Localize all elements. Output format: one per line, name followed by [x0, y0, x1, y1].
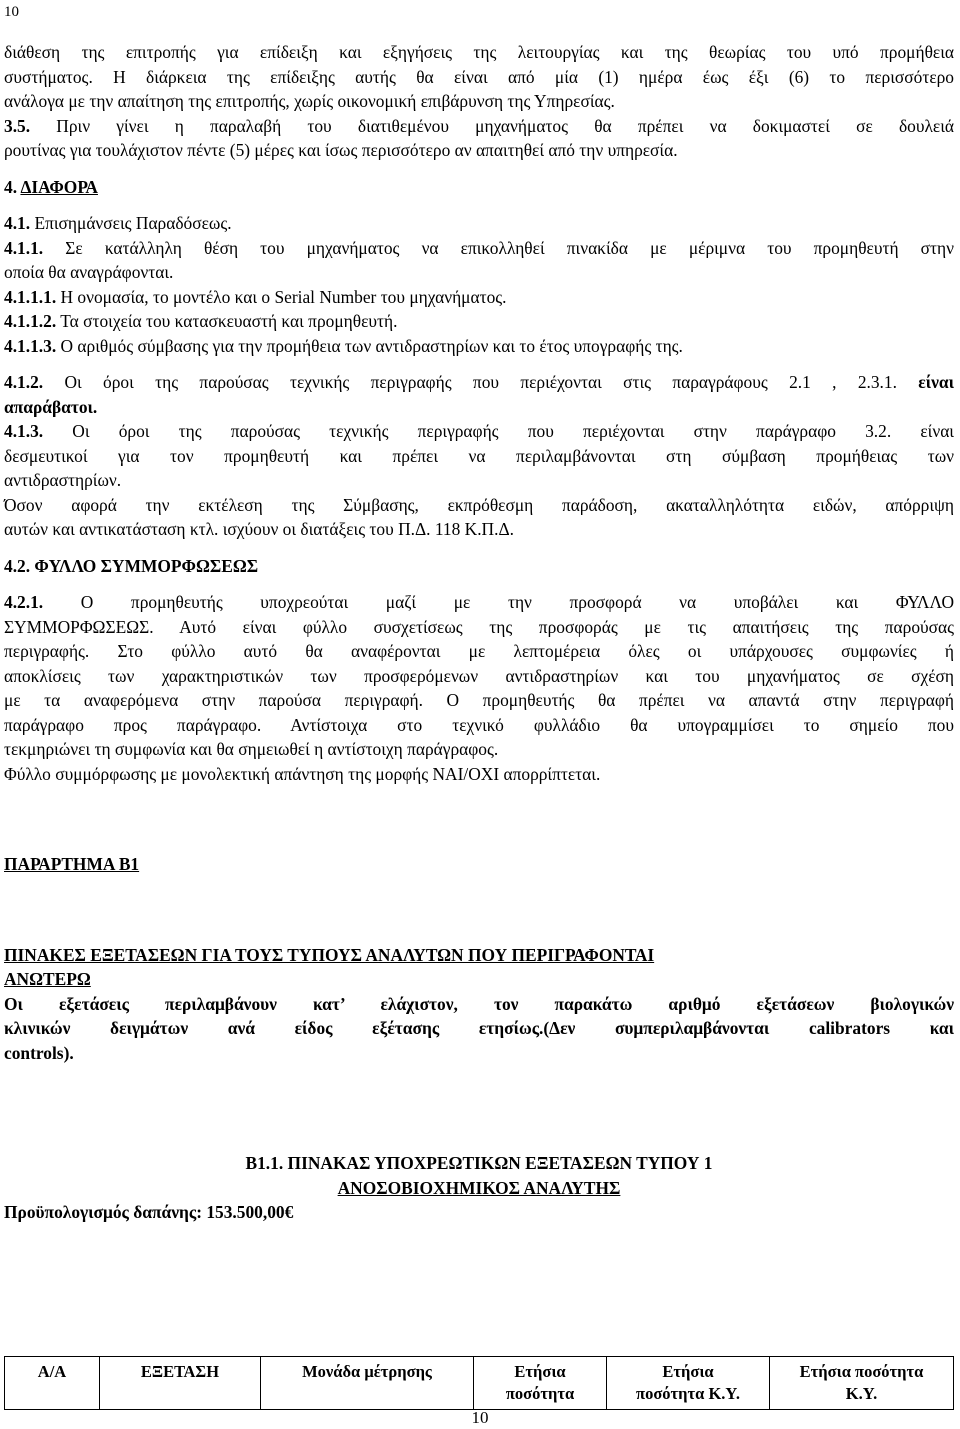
page-number-top: 10	[4, 4, 19, 20]
col-label: ποσότητα	[505, 1384, 575, 1403]
b11-title-line-1: Β1.1. ΠΙΝΑΚΑΣ ΥΠΟΧΡΕΩΤΙΚΩΝ ΕΞΕΤΑΣΕΩΝ ΤΥΠΟΥ 1	[245, 1153, 713, 1173]
tests-note-line-2: κλινικών δειγμάτων ανά είδος εξέτασης ετησίως.(Δεν συμπεριλαμβάνονται calibrators και	[4, 1018, 954, 1038]
section-text: Ο αριθμός σύμβασης για την προμήθεια των αντιδραστηρίων και το έτος υπογραφής της.	[56, 335, 683, 356]
section-number: 4.1.2.	[4, 372, 44, 392]
section-text: Η ονομασία, το μοντέλο και ο Serial Number του μηχανήματος.	[56, 286, 507, 307]
section-4-2-1-line-4: αποκλίσεις των χαρακτηριστικών των προσφερόμενων αντιδραστηρίων και του μηχανήματος σε σχέση	[4, 665, 954, 686]
section-4-1-1-3	[4, 334, 954, 359]
section-4-1-3-line-3: αντιδραστηρίων.	[4, 470, 122, 490]
tests-note-line-3: controls).	[4, 1042, 74, 1063]
col-exam: ΕΞΕΤΑΣΗ	[100, 1357, 261, 1410]
section-number: 4.1.1.	[4, 237, 44, 258]
tests-note-line-1: Οι εξετάσεις περιλαμβάνουν κατ’ ελάχιστον, τον παρακάτω αριθμό εξετάσεων βιολογικών	[4, 993, 954, 1014]
section-text: Τα στοιχεία του κατασκευαστή και προμηθευτή.	[56, 311, 398, 331]
section-number: 4.1.3.	[4, 421, 44, 441]
execution-line-1: Όσον αφορά την εκτέλεση της Σύμβασης, εκπρόθεσμη παράδοση, ακαταλληλότητα ειδών, απόρριψη	[4, 494, 954, 515]
section-number: 4.2.1.	[4, 592, 44, 612]
section-text: Επισημάνσεις Παραδόσεως.	[30, 213, 232, 233]
section-number: 4.1.1.3.	[4, 335, 57, 356]
section-number: 4.1.1.1.	[4, 286, 57, 307]
section-4-1-1-2	[4, 309, 954, 334]
execution-line-2: αυτών και αντικατάσταση κτλ. ισχύουν οι διατάξεις του Π.Δ. 118 Κ.Π.Δ.	[4, 519, 514, 539]
section-4-2-1-line-1	[4, 590, 954, 615]
section-number: 4.	[4, 176, 21, 197]
section-4-2-1-line-5: με τα αναφερόμενα στην παρούσα περιγραφή. Ο προμηθευτής θα πρέπει να απαντά στην περιγραφή	[4, 690, 954, 710]
section-number: 3.5.	[4, 115, 31, 136]
section-4-1-2-line-2: απαράβατοι.	[4, 396, 98, 417]
section-4-2-1-line-3: περιγραφής. Στο φύλλο αυτό θα αναφέρονται με λεπτομέρεια όλες οι υπάρχουσες συμφωνίες ή	[4, 641, 954, 661]
emphasis-text: είναι	[918, 372, 954, 392]
intro-line-3: ανάλογα με την απαίτηση της επιτροπής, χωρίς οικονομική επιβάρυνση της Υπηρεσίας.	[4, 91, 615, 111]
page-number-bottom: 10	[471, 1408, 489, 1427]
col-annual-quantity	[474, 1357, 607, 1410]
section-number: 4.1.1.2.	[4, 311, 57, 331]
section-4-1-3-line-2: δεσμευτικοί για τον προμηθευτή και πρέπει να περιλαμβάνονται στη σύμβαση προμήθειας των	[4, 445, 954, 466]
col-unit: Μονάδα μέτρησης	[261, 1357, 474, 1410]
section-4-1-1-line-2: οποία θα αναγράφονται.	[4, 262, 174, 282]
section-4-1-1-line-1	[4, 236, 954, 261]
exams-table-header	[4, 1356, 954, 1410]
intro-line-2: συστήματος. Η διάρκεια της επίδειξης αυτής θα είναι από μία (1) ημέρα έως έξι (6) το περισσότερο	[4, 66, 954, 87]
col-label: Ετήσια ποσότητα	[799, 1362, 924, 1381]
body-text	[4, 40, 954, 1225]
section-text: Οι όροι της παρούσας τεχνικής περιγραφής που περιέχονται στην παράγραφο 3.2. είναι	[43, 421, 954, 441]
col-label: ποσότητα Κ.Υ.	[636, 1384, 740, 1403]
section-4-2-1-line-8: Φύλλο συμμόρφωσης με μονολεκτική απάντηση της μορφής ΝΑΙ/ΟΧΙ απορρίπτεται.	[4, 763, 601, 784]
section-3-5-line-1	[4, 114, 954, 139]
tables-heading-line-1: ΠΙΝΑΚΕΣ ΕΞΕΤΑΣΕΩΝ ΓΙΑ ΤΟΥΣ ΤΥΠΟΥΣ ΑΝΑΛΥΤΩΝ ΠΟΥ ΠΕΡΙΓΡΑΦΟΝΤΑΙ	[4, 944, 655, 965]
section-text: Οι όροι της παρούσας τεχνικής περιγραφής που περιέχονται στις παραγράφους 2.1 , 2.3.1.	[43, 372, 919, 392]
col-label: Κ.Υ.	[845, 1384, 878, 1403]
section-4-2-1-line-2: ΣΥΜΜΟΡΦΩΣΕΩΣ. Αυτό είναι φύλλο συσχετίσεως της προσφοράς με τις απαιτήσεις της παρούσας	[4, 616, 954, 637]
section-4-1-3-line-1	[4, 419, 954, 444]
col-aa: Α/Α	[5, 1357, 100, 1410]
intro-line-1: διάθεση της επιτροπής για επίδειξη και εξηγήσεις της λειτουργίας και της θεωρίας του υπό προμήθεια	[4, 42, 954, 62]
col-annual-quantity-ky	[607, 1357, 770, 1410]
table-header-row	[5, 1357, 954, 1410]
section-4-heading	[4, 175, 954, 200]
section-text: Σε κατάλληλη θέση του μηχανήματος να επικολληθεί πινακίδα με μέριμνα του προμηθευτή στην	[43, 237, 954, 258]
section-title: ΔΙΑΦΟΡΑ	[20, 176, 98, 197]
section-4-2-1-line-7: τεκμηριώνει τη συμφωνία και θα σημειωθεί η αντίστοιχη παράγραφος.	[4, 739, 499, 759]
annex-title: ΠΑΡΑΡΤΗΜΑ Β1	[4, 854, 140, 874]
section-text: Ο προμηθευτής υποχρεούται μαζί με την προσφορά να υποβάλει και ΦΥΛΛΟ	[43, 592, 954, 612]
col-label: Ετήσια	[514, 1362, 566, 1381]
section-4-2-heading: 4.2. ΦΥΛΛΟ ΣΥΜΜΟΡΦΩΣΕΩΣ	[4, 555, 259, 576]
col-annual-quantity-ky-2	[770, 1357, 954, 1410]
section-4-2-1-line-6: παράγραφο προς παράγραφο. Αντίστοιχα στο τεχνικό φυλλάδιο θα υπογραμμίσει το σημείο που	[4, 714, 954, 735]
section-4-1	[4, 211, 954, 236]
b11-title-line-2: ΑΝΟΣΟΒΙΟΧΗΜΙΚΟΣ ΑΝΑΛΥΤΗΣ	[337, 1177, 621, 1198]
section-4-1-2-line-1	[4, 370, 954, 395]
section-text: Πριν γίνει η παραλαβή του διατιθεμένου μηχανήματος θα πρέπει να δοκιμαστεί σε δουλειά	[30, 115, 954, 136]
section-number: 4.1.	[4, 213, 31, 233]
col-label: Ετήσια	[662, 1362, 714, 1381]
tables-heading-line-2: ΑΝΩΤΕΡΩ	[4, 969, 91, 989]
section-4-1-1-1	[4, 285, 954, 310]
budget: Προϋπολογισμός δαπάνης: 153.500,00€	[4, 1202, 294, 1222]
section-3-5-line-2: ρουτίνας για τουλάχιστον πέντε (5) μέρες και ίσως περισσότερο αν απαιτηθεί από την υπηρεσία.	[4, 140, 678, 160]
